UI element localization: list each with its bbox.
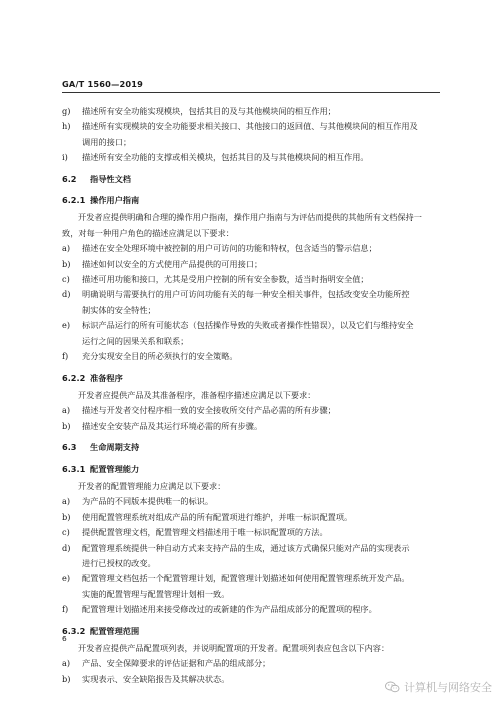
section-heading bbox=[62, 371, 440, 386]
list-item-label: a) bbox=[62, 496, 71, 507]
section-number: 6.2 bbox=[62, 173, 77, 184]
list-item-line: 描述如何以安全的方式使用产品提供的可用接口； bbox=[82, 258, 263, 269]
paragraph bbox=[62, 388, 440, 403]
list-item-label: e) bbox=[62, 573, 71, 584]
list-item-line: 制实体的安全特性； bbox=[82, 304, 156, 315]
list-item bbox=[62, 419, 440, 434]
list-item bbox=[62, 541, 440, 572]
list-item bbox=[62, 104, 440, 119]
list-item-label: c) bbox=[62, 527, 70, 538]
list-item-line: 配置管理文档包括一个配置管理计划，配置管理计划描述如何使用配置管理系统开发产品。 bbox=[82, 573, 410, 584]
list-item bbox=[62, 257, 440, 272]
document-code: GA/T 1560—2019 bbox=[62, 79, 144, 89]
section-number: 6.3.2 bbox=[62, 625, 86, 636]
list-item-line: 配置管理系统提供一种自动方式来支持产品的生成，通过该方式确保只能对产品的实现表示 bbox=[82, 542, 410, 553]
list-item bbox=[62, 571, 440, 602]
list-item bbox=[62, 403, 440, 418]
list-item-label: h) bbox=[62, 121, 71, 132]
watermark bbox=[385, 679, 492, 695]
list-item-line: 使用配置管理系统对组成产品的所有配置项进行维护，并唯一标识配置项。 bbox=[82, 511, 353, 522]
list-item-label: f) bbox=[62, 351, 69, 362]
list-item bbox=[62, 241, 440, 256]
list-item-line: 描述可用功能和接口，尤其是受用户控制的所有安全参数，适当时指明安全值； bbox=[82, 274, 369, 285]
section-heading bbox=[62, 172, 440, 187]
list-item-line: 充分实现安全目的所必须执行的安全策略。 bbox=[82, 351, 238, 362]
section-title: 指导性文档 bbox=[90, 173, 131, 184]
list-item-label: b) bbox=[62, 420, 71, 431]
list-item-line: 配置管理计划描述用来接受修改过的或新建的作为产品组成部分的配置项的程序。 bbox=[82, 604, 377, 615]
list-item bbox=[62, 272, 440, 287]
list-item-line: 实施的配置管理与配置管理计划相一致。 bbox=[82, 588, 230, 599]
section-title: 配置管理能力 bbox=[90, 463, 140, 474]
section-heading bbox=[62, 193, 440, 208]
section-title: 准备程序 bbox=[90, 372, 123, 383]
list-item-label: f) bbox=[62, 604, 69, 615]
list-item bbox=[62, 656, 440, 671]
page-number: 6 bbox=[62, 634, 67, 643]
list-item-label: i) bbox=[62, 152, 68, 163]
paragraph-line: 开发者应提供明确和合理的操作用户指南，操作用户指南与为评估而提供的其他所有文档保持一 bbox=[78, 212, 422, 223]
section-number: 6.2.1 bbox=[62, 195, 86, 206]
list-item-label: e) bbox=[62, 320, 71, 331]
list-item bbox=[62, 525, 440, 540]
list-item bbox=[62, 318, 440, 349]
list-item-label: a) bbox=[62, 243, 71, 254]
list-item-line: 明确说明与需要执行的用户可访问功能有关的每一种安全相关事件，包括改变安全功能所控 bbox=[82, 289, 410, 300]
list-item-line: 描述所有安全功能实现模块，包括其目的及与其他模块间的相互作用； bbox=[82, 106, 336, 116]
wechat-logo-icon bbox=[385, 681, 400, 693]
list-item bbox=[62, 494, 440, 509]
list-item bbox=[62, 672, 440, 687]
list-item bbox=[62, 119, 440, 150]
list-item-line: 描述所有安全功能的支撑或相关模块，包括其目的及与其他模块间的相互作用。 bbox=[82, 152, 369, 163]
document-body bbox=[62, 104, 440, 687]
section-number: 6.2.2 bbox=[62, 372, 86, 383]
section-title: 配置管理范围 bbox=[90, 625, 140, 636]
list-item-label: c) bbox=[62, 274, 70, 285]
list-item bbox=[62, 150, 440, 165]
section-number: 6.3.1 bbox=[62, 463, 86, 474]
paragraph-line: 致，对每一种用户角色的描述应满足以下要求： bbox=[62, 227, 234, 238]
paragraph bbox=[62, 479, 440, 494]
list-item-line: 为产品的不同版本提供唯一的标识。 bbox=[82, 496, 214, 507]
list-item bbox=[62, 602, 440, 617]
paragraph bbox=[62, 641, 440, 656]
paragraph-line: 开发者应提供产品及其准备程序，准备程序描述应满足以下要求： bbox=[78, 389, 316, 400]
list-item-label: d) bbox=[62, 289, 71, 300]
section-heading bbox=[62, 462, 440, 477]
list-item-label: b) bbox=[62, 258, 71, 269]
list-item-line: 描述与开发者交付程序相一致的安全接收所交付产品必需的所有步骤； bbox=[82, 405, 336, 416]
list-item-line: 描述在安全处理环境中被控制的用户可访问的功能和特权，包含适当的警示信息； bbox=[82, 243, 377, 254]
list-item-label: b) bbox=[62, 511, 71, 522]
list-item-line: 进行已授权的改变。 bbox=[82, 557, 156, 568]
list-item-label: a) bbox=[62, 405, 71, 416]
list-item-label: g) bbox=[62, 106, 71, 116]
list-item-line: 标识产品运行的所有可能状态（包括操作导致的失败或者操作性错误），以及它们与维持安全 bbox=[82, 320, 414, 331]
list-item-line: 实现表示、安全缺陷报告及其解决状态。 bbox=[82, 673, 230, 684]
list-item-label: d) bbox=[62, 542, 71, 553]
section-title: 生命周期支持 bbox=[90, 442, 140, 453]
watermark-text: 计算机与网络安全 bbox=[404, 681, 492, 694]
list-item-label: a) bbox=[62, 658, 71, 669]
paragraph-line: 开发者应提供产品配置项列表，并说明配置项的开发者。配置项列表应包含以下内容： bbox=[78, 643, 390, 653]
section-heading bbox=[62, 440, 440, 455]
section-number: 6.3 bbox=[62, 442, 77, 453]
list-item-line: 描述所有实现模块的安全功能要求相关接口、其他接口的返回值、与其他模块间的相互作用及 bbox=[82, 121, 418, 132]
paragraph-line: 开发者的配置管理能力应满足以下要求： bbox=[78, 480, 226, 491]
list-item-label: b) bbox=[62, 673, 71, 684]
list-item bbox=[62, 349, 440, 364]
list-item bbox=[62, 287, 440, 318]
paragraph bbox=[62, 210, 440, 241]
section-title: 操作用户指南 bbox=[90, 195, 140, 206]
list-item-line: 调用的接口； bbox=[82, 136, 132, 147]
list-item-line: 产品、安全保障要求的评估证据和产品的组成部分； bbox=[82, 658, 271, 669]
header-rule bbox=[62, 92, 440, 93]
list-item-line: 提供配置管理文档，配置管理文档描述用于唯一标识配置项的方法。 bbox=[82, 527, 328, 538]
section-heading bbox=[62, 624, 440, 639]
list-item bbox=[62, 510, 440, 525]
list-item-line: 运行之间的因果关系和联系； bbox=[82, 335, 189, 346]
list-item-line: 描述安全安装产品及其运行环境必需的所有步骤。 bbox=[82, 420, 263, 431]
